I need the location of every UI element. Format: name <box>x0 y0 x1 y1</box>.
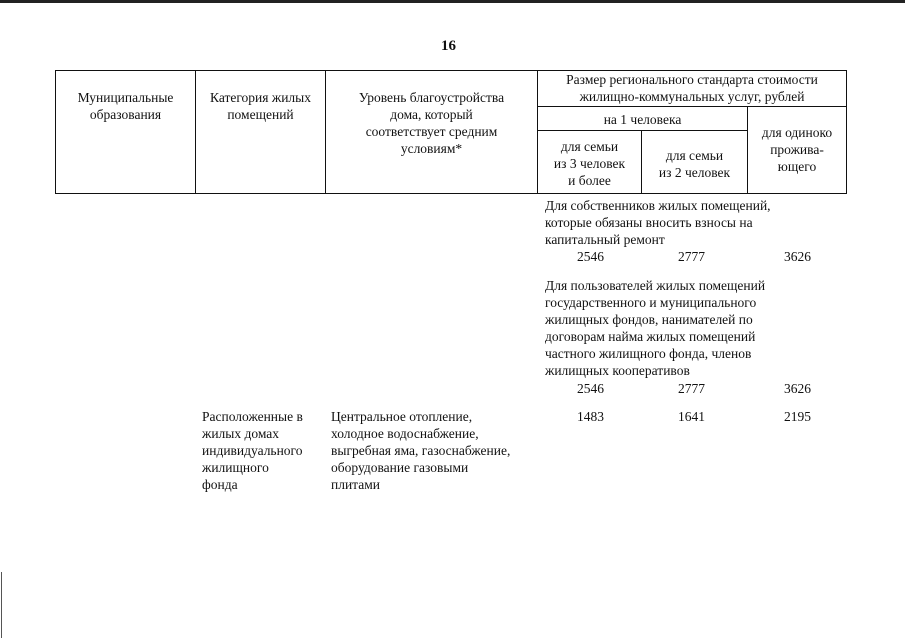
header-family2: для семьи из 2 человек <box>658 148 731 180</box>
users-value-family2: 2777 <box>678 381 705 396</box>
header-category: Категория жилых помещений <box>210 90 311 122</box>
owners-value-single: 3626 <box>784 249 811 264</box>
row-value-single: 2195 <box>784 409 811 424</box>
row-category: Расположенные в жилых домах индивидуального жилищного фонда <box>202 409 303 492</box>
owners-value-family3: 2546 <box>577 249 604 264</box>
users-value-family3: 2546 <box>577 381 604 396</box>
row-value-family2: 1641 <box>678 409 705 424</box>
users-value-single: 3626 <box>784 381 811 396</box>
header-per-person: на 1 человека <box>603 112 682 127</box>
top-border <box>0 0 905 3</box>
header-single: для одиноко прожива- ющего <box>761 125 833 174</box>
row-value-family3: 1483 <box>577 409 604 424</box>
row-level: Центральное отопление, холодное водоснабжение, выгребная яма, газоснабжение, оборудование газовыми плитами <box>331 409 511 492</box>
header-standard: Размер регионального стандарта стоимости жилищно-коммунальных услуг, рублей <box>566 72 818 104</box>
left-edge-mark <box>1 572 2 638</box>
header-family3: для семьи из 3 человек и более <box>553 139 626 188</box>
header-level: Уровень благоустройства дома, который соответствует средним условиям* <box>358 90 505 156</box>
users-note: Для пользователей жилых помещений государственного и муниципального жилищных фондов, нанимателей по договорам найма жилых помещений частного жилищного фонда, членов жилищных кооперативов <box>545 278 766 378</box>
page-number: 16 <box>441 38 456 54</box>
header-municipal: Муниципальные образования <box>77 90 174 122</box>
owners-note: Для собственников жилых помещений, которые обязаны вносить взносы на капитальный ремонт <box>545 198 771 247</box>
owners-value-family2: 2777 <box>678 249 705 264</box>
